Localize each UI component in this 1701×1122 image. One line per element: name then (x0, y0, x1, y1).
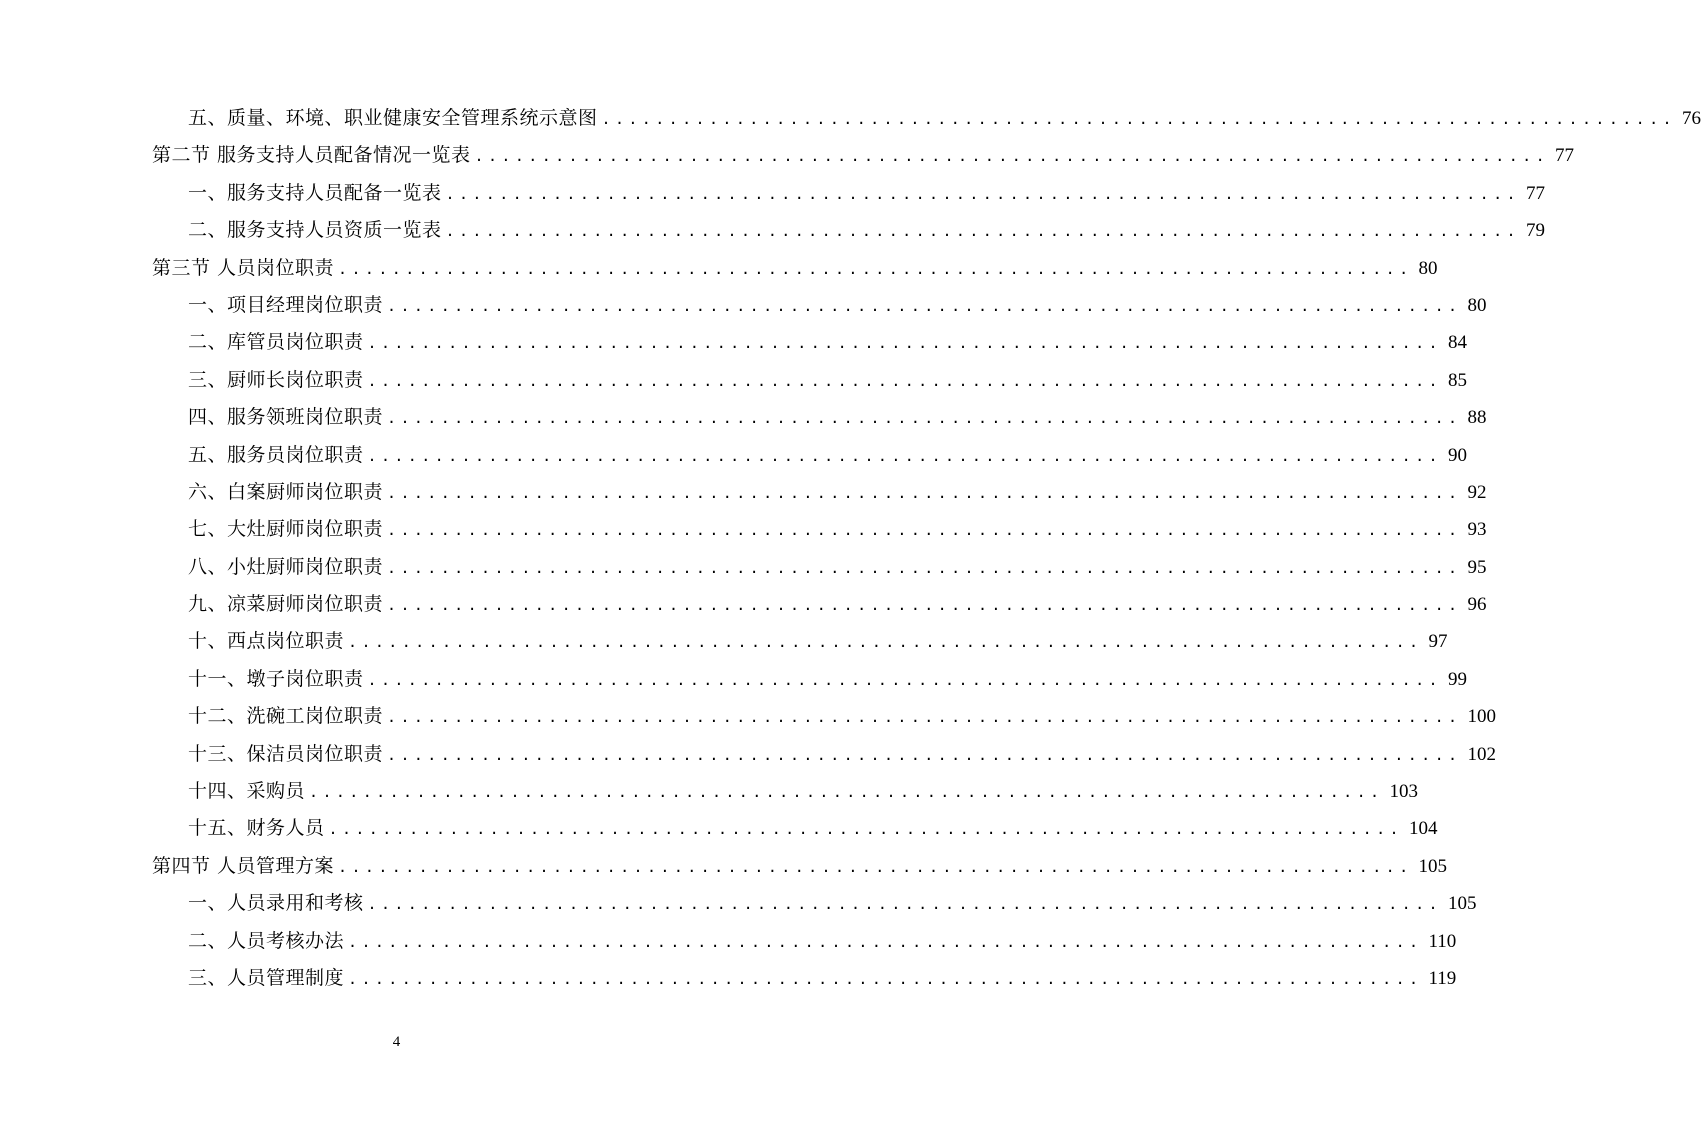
toc-entry-page: 104 (1408, 818, 1438, 840)
toc-entry-title: 十二、洗碗工岗位职责 (188, 705, 384, 728)
toc-entry-title: 二、服务支持人员资质一览表 (188, 219, 442, 242)
toc-entry[interactable] (0, 848, 1448, 885)
toc-entry-title: 三、厨师长岗位职责 (188, 368, 364, 391)
toc-entry-title: 九、凉菜厨师岗位职责 (188, 593, 384, 616)
dot-leader: ................................................................................ (387, 596, 1462, 615)
toc-entry-page: 102 (1467, 743, 1496, 765)
dot-leader: ................................................................................ (367, 670, 1442, 689)
toc-entry-title: 一、项目经理岗位职责 (188, 293, 384, 316)
dot-leader: ................................................................................ (387, 296, 1462, 315)
toc-entry-title: 二、人员考核办法 (188, 929, 345, 952)
toc-entry[interactable] (0, 549, 1487, 586)
toc-entry[interactable] (0, 100, 1701, 137)
toc-entry[interactable] (0, 661, 1467, 698)
toc-entry-page: 90 (1447, 444, 1467, 466)
toc-entry-page: 92 (1467, 481, 1487, 503)
toc-entry[interactable] (0, 287, 1487, 324)
toc-entry-page: 77 (1555, 145, 1575, 167)
toc-entry-page: 100 (1467, 706, 1496, 728)
toc-entry[interactable] (0, 960, 1457, 997)
toc-entry-title: 第二节 服务支持人员配备情况一览表 (152, 144, 471, 167)
toc-entry[interactable] (0, 923, 1457, 960)
toc-entry-title: 第三节 人员岗位职责 (152, 256, 335, 279)
toc-entry-page: 103 (1389, 781, 1418, 803)
toc-entry-page: 88 (1467, 407, 1487, 429)
toc-entry-page: 85 (1447, 369, 1467, 391)
toc-entry-title: 十三、保洁员岗位职责 (188, 742, 384, 765)
toc-entry[interactable] (0, 250, 1438, 287)
toc-entry[interactable] (0, 437, 1467, 474)
toc-entry[interactable] (0, 810, 1438, 847)
toc-entry-title: 十、西点岗位职责 (188, 630, 345, 653)
dot-leader: ................................................................................ (348, 932, 1423, 951)
toc-entry-title: 四、服务领班岗位职责 (188, 406, 384, 429)
toc-entry-title: 七、大灶厨师岗位职责 (188, 518, 384, 541)
dot-leader: ................................................................................ (387, 409, 1462, 428)
toc-entry-title: 八、小灶厨师岗位职责 (188, 555, 384, 578)
toc-entry-page: 77 (1525, 182, 1545, 204)
dot-leader: ................................................................................ (387, 521, 1462, 540)
toc-entry[interactable] (0, 511, 1487, 548)
toc-entry-title: 二、库管员岗位职责 (188, 331, 364, 354)
dot-leader: ................................................................................ (367, 371, 1442, 390)
toc-entry-page: 84 (1447, 332, 1467, 354)
dot-leader: ................................................................................ (348, 969, 1423, 988)
toc-entry-title: 六、白案厨师岗位职责 (188, 480, 384, 503)
dot-leader: ................................................................................ (387, 745, 1462, 764)
dot-leader: ................................................................................ (367, 334, 1442, 353)
dot-leader: ................................................................................ (367, 895, 1442, 914)
dot-leader: ................................................................................ (309, 783, 1384, 802)
toc-entry-title: 一、服务支持人员配备一览表 (188, 181, 442, 204)
table-of-contents (0, 100, 1701, 997)
toc-entry[interactable] (0, 399, 1487, 436)
dot-leader: ................................................................................ (474, 147, 1550, 166)
toc-entry[interactable] (0, 474, 1487, 511)
toc-entry[interactable] (0, 137, 1575, 174)
toc-entry-page: 105 (1418, 855, 1448, 877)
dot-leader: ................................................................................ (328, 820, 1403, 839)
toc-entry-page: 105 (1447, 893, 1477, 915)
toc-entry[interactable] (0, 736, 1496, 773)
toc-entry-title: 五、服务员岗位职责 (188, 443, 364, 466)
toc-entry-title: 十四、采购员 (188, 780, 306, 803)
toc-entry[interactable] (0, 212, 1545, 249)
toc-entry-page: 96 (1467, 594, 1487, 616)
dot-leader: ................................................................................ (445, 184, 1520, 203)
dot-leader: ................................................................................ (338, 857, 1413, 876)
toc-entry-page: 110 (1428, 930, 1457, 952)
toc-entry-title: 五、质量、环境、职业健康安全管理系统示意图 (188, 107, 598, 129)
toc-entry-page: 119 (1428, 967, 1457, 989)
dot-leader: ................................................................................ (348, 633, 1423, 652)
dot-leader: ................................................................................ (338, 259, 1413, 278)
toc-entry[interactable] (0, 773, 1418, 810)
toc-entry-page: 95 (1467, 556, 1487, 578)
toc-entry-title: 一、人员录用和考核 (188, 892, 364, 915)
dot-leader: ................................................................................ (601, 110, 1676, 128)
dot-leader: ................................................................................ (387, 708, 1462, 727)
toc-entry-title: 第四节 人员管理方案 (152, 854, 335, 877)
toc-entry-page: 76 (1681, 108, 1701, 129)
dot-leader: ................................................................................ (445, 222, 1520, 241)
toc-entry[interactable] (0, 324, 1467, 361)
dot-leader: ................................................................................ (387, 558, 1462, 577)
toc-entry[interactable] (0, 885, 1477, 922)
toc-entry-title: 十一、墩子岗位职责 (188, 667, 364, 690)
page-number: 4 (392, 1034, 401, 1050)
toc-entry[interactable] (0, 175, 1545, 212)
toc-entry[interactable] (0, 698, 1496, 735)
toc-entry[interactable] (0, 586, 1487, 623)
toc-entry-page: 97 (1428, 631, 1448, 653)
toc-entry-page: 99 (1447, 668, 1467, 690)
toc-entry-page: 80 (1418, 257, 1438, 279)
toc-entry[interactable] (0, 362, 1467, 399)
toc-entry-title: 三、人员管理制度 (188, 966, 345, 989)
toc-entry[interactable] (0, 623, 1448, 660)
dot-leader: ................................................................................ (367, 446, 1442, 465)
toc-entry-page: 80 (1467, 294, 1487, 316)
toc-entry-page: 93 (1467, 519, 1487, 541)
toc-entry-page: 79 (1525, 220, 1545, 242)
toc-entry-title: 十五、财务人员 (188, 817, 325, 840)
dot-leader: ................................................................................ (387, 483, 1462, 502)
